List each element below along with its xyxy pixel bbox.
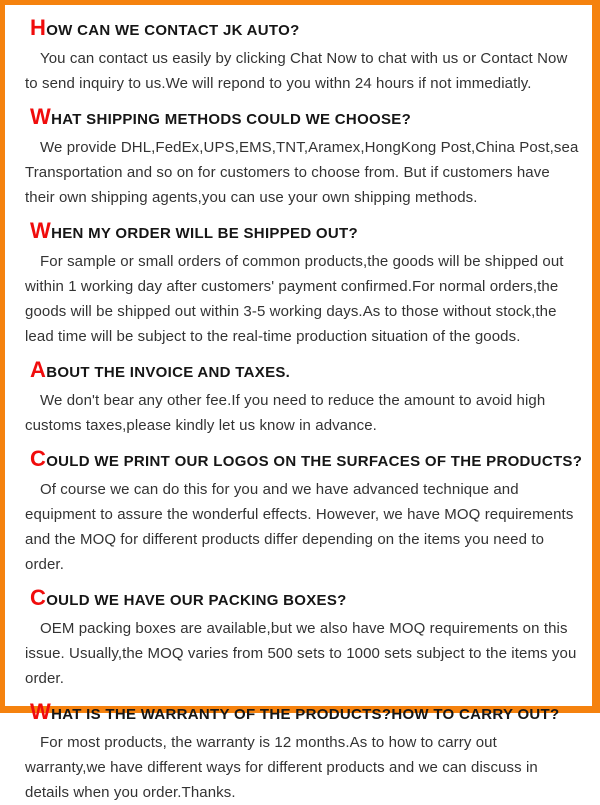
faq-answer: OEM packing boxes are available,but we also have MOQ requirements on this issue. Usually,the MOQ varies from 500 sets to 1000 sets subject to the items you order. [25,620,577,687]
question-text: HAT SHIPPING METHODS COULD WE CHOOSE? [51,111,412,128]
faq-question [30,16,580,43]
question-initial-letter: C [30,585,47,610]
question-initial-letter: H [30,15,47,40]
faq-sections [25,15,583,805]
faq-answer: We don't bear any other fee.If you need to reduce the amount to avoid high customs taxes,please kindly let us know in advance. [25,392,546,434]
faq-section [25,105,580,210]
faq-answer: You can contact us easily by clicking Chat Now to chat with us or Contact Now to send inquiry to us.We will repond to you withn 24 hours if not immediatly. [25,50,568,92]
faq-question [30,446,583,474]
faq-question [30,219,580,246]
question-initial-letter: W [30,699,52,724]
faq-question [30,586,580,613]
faq-section [25,358,580,438]
faq-section [25,586,580,691]
faq-answer: Of course we can do this for you and we have advanced technique and equipment to assure the wonderful effects. However, we have MOQ requirements and the MOQ for different products differ depending on the items you need to order. [25,481,574,573]
question-text: OULD WE PRINT OUR LOGOS ON THE SURFACES OF THE PRODUCTS? [46,453,583,470]
faq-question [30,700,580,727]
question-text: BOUT THE INVOICE AND TAXES. [46,364,291,381]
faq-section [25,700,580,805]
faq-answer: We provide DHL,FedEx,UPS,EMS,TNT,Aramex,HongKong Post,China Post,sea Transportation and so on for customers to choose from. But if customers have their own shipping agents,you can use your own shipping methods. [25,139,579,206]
faq-question [30,105,580,132]
faq-section [25,219,580,349]
question-initial-letter: C [30,446,47,471]
question-text: HAT IS THE WARRANTY OF THE PRODUCTS?HOW TO CARRY OUT? [51,706,560,723]
question-text: OW CAN WE CONTACT JK AUTO? [46,22,300,39]
question-text: OULD WE HAVE OUR PACKING BOXES? [46,592,347,609]
faq-section [25,446,583,577]
question-initial-letter: W [30,104,52,129]
faq-answer: For most products, the warranty is 12 months.As to how to carry out warranty,we have different ways for different products and we can discuss in details when you order.Thanks. [25,734,538,801]
faq-section [25,16,580,96]
faq-answer: For sample or small orders of common products,the goods will be shipped out within 1 working day after customers' payment confirmed.For normal orders,the goods will be shipped out within 3-5 working days.As to those without stock,the lead time will be subject to the real-time production situation of the goods. [25,253,564,345]
question-initial-letter: W [30,218,52,243]
faq-question [30,358,580,385]
question-initial-letter: A [30,357,47,382]
question-text: HEN MY ORDER WILL BE SHIPPED OUT? [51,225,358,242]
